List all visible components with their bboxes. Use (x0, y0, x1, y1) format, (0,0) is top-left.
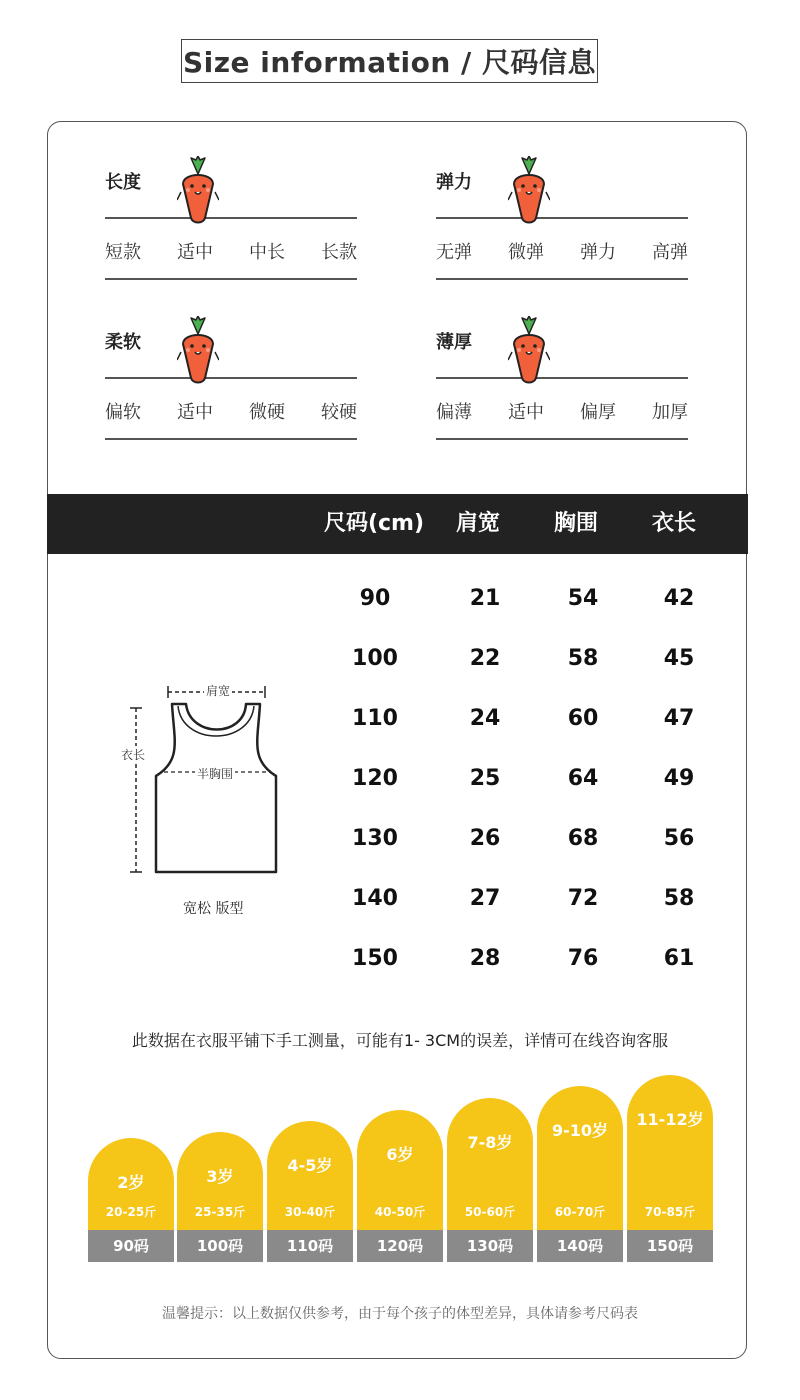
attr-elasticity (436, 168, 688, 298)
table-cell: 120 (352, 766, 398, 791)
fit-label: 宽松 版型 (183, 901, 244, 917)
table-cell: 140 (352, 886, 398, 911)
table-cell: 72 (567, 886, 599, 911)
weight-label: 40-50斤 (374, 1205, 426, 1219)
shoulder-label: 肩宽 (206, 684, 231, 698)
size-label: 140码 (537, 1230, 623, 1262)
age-label: 7-8岁 (467, 1133, 513, 1152)
size-label: 120码 (357, 1230, 443, 1262)
attr-option: 无弹 (436, 242, 472, 263)
table-cell: 100 (352, 646, 398, 671)
attr-option: 长款 (321, 242, 357, 263)
age-label: 11-12岁 (636, 1110, 704, 1129)
table-cell: 68 (567, 826, 599, 851)
header-length: 衣长 (651, 511, 696, 536)
age-label: 4-5岁 (287, 1156, 333, 1175)
table-cell: 47 (663, 706, 695, 731)
attr-label: 薄厚 (436, 332, 472, 353)
table-cell: 110 (352, 706, 398, 731)
table-cell: 45 (663, 646, 695, 671)
page-title: Size information / 尺码信息 (181, 39, 598, 83)
table-cell: 24 (469, 706, 501, 731)
table-cell: 64 (567, 766, 599, 791)
attr-label: 弹力 (436, 172, 472, 193)
carrot-icon (508, 156, 550, 226)
age-label: 3岁 (206, 1167, 234, 1186)
carrot-icon (508, 316, 550, 386)
table-cell: 58 (567, 646, 599, 671)
table-cell: 76 (567, 946, 599, 971)
table-cell: 28 (469, 946, 501, 971)
attr-option: 偏软 (105, 402, 141, 423)
size-table-header (47, 494, 748, 554)
carrot-icon (177, 316, 219, 386)
table-cell: 54 (567, 586, 599, 611)
table-cell: 49 (663, 766, 695, 791)
size-label: 90码 (88, 1230, 174, 1262)
attr-option: 适中 (177, 402, 213, 423)
weight-label: 60-70斤 (554, 1205, 606, 1219)
chest-label: 半胸围 (197, 767, 234, 781)
table-cell: 56 (663, 826, 695, 851)
attr-option: 偏厚 (580, 402, 616, 423)
size-label: 110码 (267, 1230, 353, 1262)
attr-option: 中长 (249, 242, 285, 263)
attr-option: 弹力 (580, 242, 616, 263)
table-cell: 25 (469, 766, 501, 791)
header-chest: 胸围 (553, 511, 598, 536)
attr-option: 适中 (508, 402, 544, 423)
attr-option: 高弹 (652, 242, 688, 263)
warm-tip: 温馨提示：以上数据仅供参考，由于每个孩子的体型差异，具体请参考尺码表 (162, 1306, 638, 1322)
table-cell: 90 (359, 586, 391, 611)
age-label: 2岁 (117, 1173, 145, 1192)
table-cell: 21 (469, 586, 501, 611)
attr-option: 偏薄 (436, 402, 472, 423)
age-label: 6岁 (386, 1145, 414, 1164)
table-cell: 150 (352, 946, 398, 971)
weight-label: 50-60斤 (464, 1205, 516, 1219)
age-label: 9-10岁 (551, 1121, 609, 1140)
table-cell: 60 (567, 706, 599, 731)
attr-length (105, 168, 357, 298)
weight-label: 30-40斤 (284, 1205, 336, 1219)
attr-option: 适中 (177, 242, 213, 263)
attr-option: 微硬 (249, 402, 285, 423)
header-size: 尺码(cm) (323, 511, 425, 536)
attr-option: 短款 (105, 242, 141, 263)
attr-label: 柔软 (105, 332, 141, 353)
size-label: 130码 (447, 1230, 533, 1262)
attr-label: 长度 (105, 172, 141, 193)
table-cell: 27 (469, 886, 501, 911)
attr-option: 微弹 (508, 242, 544, 263)
size-label: 150码 (627, 1230, 713, 1262)
carrot-icon (177, 156, 219, 226)
attr-option: 加厚 (652, 402, 688, 423)
length-label: 衣长 (121, 748, 146, 762)
measurement-note: 此数据在衣服平铺下手工测量，可能有1- 3CM的误差，详情可在线咨询客服 (131, 1031, 669, 1050)
table-cell: 130 (352, 826, 398, 851)
table-cell: 26 (469, 826, 501, 851)
attr-softness (105, 328, 357, 458)
header-shoulder: 肩宽 (455, 511, 500, 536)
weight-label: 70-85斤 (644, 1205, 696, 1219)
attr-thickness (436, 328, 688, 458)
table-cell: 22 (469, 646, 501, 671)
weight-label: 25-35斤 (194, 1205, 246, 1219)
attr-option: 较硬 (321, 402, 357, 423)
table-cell: 42 (663, 586, 695, 611)
size-label: 100码 (177, 1230, 263, 1262)
table-cell: 58 (663, 886, 695, 911)
table-cell: 61 (663, 946, 695, 971)
weight-label: 20-25斤 (105, 1205, 157, 1219)
